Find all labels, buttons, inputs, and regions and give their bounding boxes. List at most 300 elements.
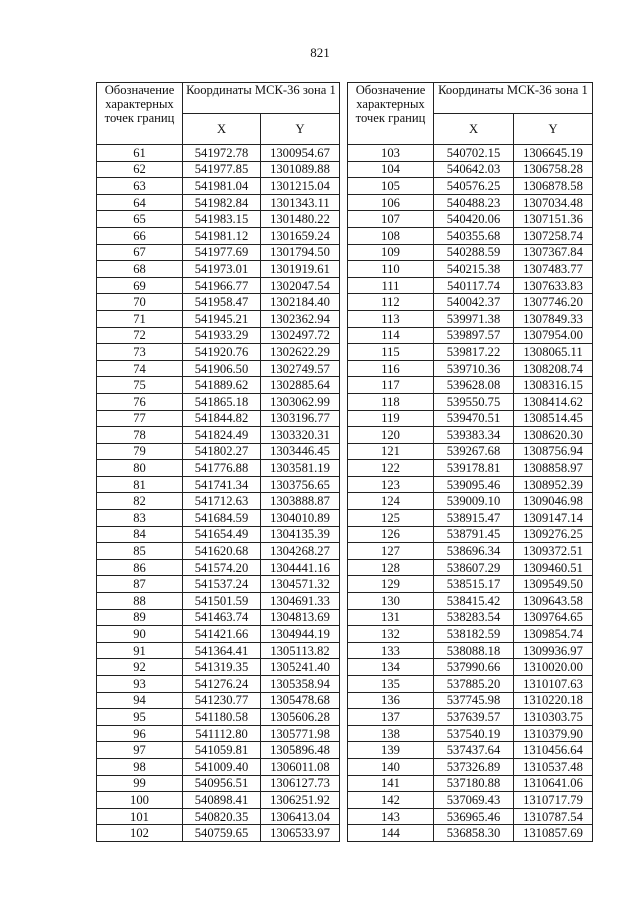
y-coord-right: 1307633.83 <box>514 277 593 294</box>
point-id-left: 64 <box>97 194 183 211</box>
column-gap <box>340 410 348 427</box>
x-coord-left: 541776.88 <box>183 460 261 477</box>
x-coord-right: 540488.23 <box>434 194 514 211</box>
y-coord-left: 1305478.68 <box>261 692 340 709</box>
x-coord-right: 540117.74 <box>434 277 514 294</box>
table-row <box>97 692 593 709</box>
y-coord-right: 1308858.97 <box>514 460 593 477</box>
y-coord-right: 1310379.90 <box>514 725 593 742</box>
table-row <box>97 543 593 560</box>
table-row <box>97 310 593 327</box>
y-coord-left: 1305896.48 <box>261 742 340 759</box>
y-coord-left: 1304691.33 <box>261 593 340 610</box>
y-coord-right: 1310537.48 <box>514 758 593 775</box>
column-gap <box>340 294 348 311</box>
point-id-right: 128 <box>348 559 434 576</box>
x-coord-left: 541983.15 <box>183 211 261 228</box>
point-id-left: 101 <box>97 808 183 825</box>
x-coord-left: 541889.62 <box>183 377 261 394</box>
header-y-left: Y <box>261 114 340 145</box>
x-coord-left: 541966.77 <box>183 277 261 294</box>
y-coord-right: 1307849.33 <box>514 310 593 327</box>
x-coord-right: 539897.57 <box>434 327 514 344</box>
y-coord-left: 1306251.92 <box>261 792 340 809</box>
y-coord-right: 1308620.30 <box>514 427 593 444</box>
x-coord-right: 538915.47 <box>434 510 514 527</box>
x-coord-right: 538088.18 <box>434 642 514 659</box>
table-row <box>97 825 593 842</box>
point-id-left: 84 <box>97 526 183 543</box>
point-id-left: 82 <box>97 493 183 510</box>
point-id-right: 139 <box>348 742 434 759</box>
y-coord-right: 1306645.19 <box>514 145 593 162</box>
column-gap <box>340 310 348 327</box>
y-coord-left: 1302749.57 <box>261 360 340 377</box>
x-coord-right: 539009.10 <box>434 493 514 510</box>
column-gap <box>340 178 348 195</box>
x-coord-right: 540042.37 <box>434 294 514 311</box>
x-coord-right: 540215.38 <box>434 261 514 278</box>
x-coord-right: 539550.75 <box>434 393 514 410</box>
table-row <box>97 709 593 726</box>
x-coord-left: 540956.51 <box>183 775 261 792</box>
x-coord-right: 537745.98 <box>434 692 514 709</box>
y-coord-right: 1310857.69 <box>514 825 593 842</box>
column-gap <box>340 194 348 211</box>
y-coord-left: 1304010.89 <box>261 510 340 527</box>
y-coord-left: 1306413.04 <box>261 808 340 825</box>
header-y-right: Y <box>514 114 593 145</box>
x-coord-right: 539628.08 <box>434 377 514 394</box>
y-coord-left: 1302885.64 <box>261 377 340 394</box>
y-coord-left: 1305771.98 <box>261 725 340 742</box>
point-id-left: 83 <box>97 510 183 527</box>
point-id-right: 108 <box>348 227 434 244</box>
x-coord-left: 541945.21 <box>183 310 261 327</box>
column-gap <box>340 460 348 477</box>
header-x-left: X <box>183 114 261 145</box>
x-coord-right: 537437.64 <box>434 742 514 759</box>
column-gap <box>340 261 348 278</box>
header-x-right: X <box>434 114 514 145</box>
point-id-right: 136 <box>348 692 434 709</box>
column-gap <box>340 725 348 742</box>
point-id-right: 135 <box>348 676 434 693</box>
x-coord-left: 541180.58 <box>183 709 261 726</box>
table-row <box>97 808 593 825</box>
x-coord-right: 537180.88 <box>434 775 514 792</box>
column-gap <box>340 559 348 576</box>
x-coord-right: 537069.43 <box>434 792 514 809</box>
table-row <box>97 178 593 195</box>
table-row <box>97 460 593 477</box>
point-id-right: 116 <box>348 360 434 377</box>
x-coord-left: 541741.34 <box>183 476 261 493</box>
y-coord-right: 1309936.97 <box>514 642 593 659</box>
point-id-left: 73 <box>97 344 183 361</box>
x-coord-left: 541463.74 <box>183 609 261 626</box>
table-row <box>97 244 593 261</box>
y-coord-left: 1302497.72 <box>261 327 340 344</box>
y-coord-right: 1310787.54 <box>514 808 593 825</box>
y-coord-left: 1302622.29 <box>261 344 340 361</box>
x-coord-right: 538607.29 <box>434 559 514 576</box>
table-row <box>97 476 593 493</box>
x-coord-left: 541620.68 <box>183 543 261 560</box>
x-coord-right: 540642.03 <box>434 161 514 178</box>
x-coord-left: 541112.80 <box>183 725 261 742</box>
point-id-left: 89 <box>97 609 183 626</box>
y-coord-left: 1305358.94 <box>261 676 340 693</box>
point-id-right: 118 <box>348 393 434 410</box>
point-id-right: 112 <box>348 294 434 311</box>
x-coord-right: 539817.22 <box>434 344 514 361</box>
column-gap <box>340 676 348 693</box>
point-id-left: 78 <box>97 427 183 444</box>
x-coord-left: 540820.35 <box>183 808 261 825</box>
column-gap <box>340 244 348 261</box>
table-row <box>97 593 593 610</box>
column-gap <box>340 493 348 510</box>
y-coord-right: 1310641.06 <box>514 775 593 792</box>
y-coord-right: 1308414.62 <box>514 393 593 410</box>
x-coord-right: 537990.66 <box>434 659 514 676</box>
table-row <box>97 261 593 278</box>
point-id-left: 95 <box>97 709 183 726</box>
column-gap <box>340 709 348 726</box>
x-coord-left: 541972.78 <box>183 145 261 162</box>
y-coord-left: 1304571.32 <box>261 576 340 593</box>
point-id-right: 125 <box>348 510 434 527</box>
x-coord-right: 540355.68 <box>434 227 514 244</box>
y-coord-left: 1304813.69 <box>261 609 340 626</box>
point-id-right: 107 <box>348 211 434 228</box>
column-gap <box>340 742 348 759</box>
y-coord-left: 1302362.94 <box>261 310 340 327</box>
point-id-right: 124 <box>348 493 434 510</box>
point-id-left: 71 <box>97 310 183 327</box>
x-coord-left: 541982.84 <box>183 194 261 211</box>
table-row <box>97 626 593 643</box>
header-point-label-right: Обозначение характерных точек границ <box>348 83 434 145</box>
x-coord-right: 539267.68 <box>434 443 514 460</box>
table-row <box>97 294 593 311</box>
point-id-right: 105 <box>348 178 434 195</box>
point-id-left: 93 <box>97 676 183 693</box>
point-id-right: 129 <box>348 576 434 593</box>
point-id-left: 80 <box>97 460 183 477</box>
x-coord-left: 541501.59 <box>183 593 261 610</box>
point-id-right: 120 <box>348 427 434 444</box>
x-coord-right: 537540.19 <box>434 725 514 742</box>
x-coord-right: 538791.45 <box>434 526 514 543</box>
x-coord-left: 541977.85 <box>183 161 261 178</box>
y-coord-left: 1301343.11 <box>261 194 340 211</box>
point-id-right: 103 <box>348 145 434 162</box>
y-coord-right: 1307034.48 <box>514 194 593 211</box>
x-coord-right: 538415.42 <box>434 593 514 610</box>
column-gap <box>340 609 348 626</box>
x-coord-left: 540898.41 <box>183 792 261 809</box>
point-id-left: 70 <box>97 294 183 311</box>
x-coord-left: 541973.01 <box>183 261 261 278</box>
y-coord-right: 1310107.63 <box>514 676 593 693</box>
table-row <box>97 526 593 543</box>
y-coord-left: 1300954.67 <box>261 145 340 162</box>
table-row <box>97 676 593 693</box>
x-coord-left: 541958.47 <box>183 294 261 311</box>
x-coord-right: 537885.20 <box>434 676 514 693</box>
point-id-left: 86 <box>97 559 183 576</box>
x-coord-left: 541421.66 <box>183 626 261 643</box>
y-coord-left: 1306011.08 <box>261 758 340 775</box>
x-coord-right: 539095.46 <box>434 476 514 493</box>
point-id-right: 140 <box>348 758 434 775</box>
table-row <box>97 277 593 294</box>
column-gap <box>340 792 348 809</box>
point-id-left: 100 <box>97 792 183 809</box>
column-gap <box>340 227 348 244</box>
x-coord-left: 541684.59 <box>183 510 261 527</box>
y-coord-left: 1303888.87 <box>261 493 340 510</box>
y-coord-left: 1305606.28 <box>261 709 340 726</box>
column-gap <box>340 825 348 842</box>
x-coord-left: 541933.29 <box>183 327 261 344</box>
y-coord-left: 1305241.40 <box>261 659 340 676</box>
y-coord-right: 1310456.64 <box>514 742 593 759</box>
point-id-right: 141 <box>348 775 434 792</box>
x-coord-right: 536858.30 <box>434 825 514 842</box>
column-gap <box>340 692 348 709</box>
column-gap <box>340 427 348 444</box>
y-coord-left: 1301659.24 <box>261 227 340 244</box>
point-id-left: 74 <box>97 360 183 377</box>
page-number: 821 <box>310 45 330 60</box>
table-row <box>97 344 593 361</box>
x-coord-left: 541009.40 <box>183 758 261 775</box>
point-id-right: 104 <box>348 161 434 178</box>
point-id-left: 76 <box>97 393 183 410</box>
x-coord-left: 541981.12 <box>183 227 261 244</box>
table-row <box>97 792 593 809</box>
y-coord-right: 1308514.45 <box>514 410 593 427</box>
x-coord-left: 540759.65 <box>183 825 261 842</box>
table-row <box>97 559 593 576</box>
column-gap <box>340 775 348 792</box>
table-row <box>97 161 593 178</box>
point-id-left: 68 <box>97 261 183 278</box>
x-coord-right: 540702.15 <box>434 145 514 162</box>
point-id-left: 90 <box>97 626 183 643</box>
y-coord-left: 1301794.50 <box>261 244 340 261</box>
table-row <box>97 194 593 211</box>
x-coord-right: 536965.46 <box>434 808 514 825</box>
y-coord-right: 1309372.51 <box>514 543 593 560</box>
y-coord-left: 1306533.97 <box>261 825 340 842</box>
x-coord-left: 541981.04 <box>183 178 261 195</box>
column-gap <box>340 377 348 394</box>
column-gap <box>340 543 348 560</box>
column-gap <box>340 161 348 178</box>
y-coord-left: 1304944.19 <box>261 626 340 643</box>
column-gap <box>340 443 348 460</box>
header-coord-group-left: Координаты МСК-36 зона 1 <box>183 83 340 114</box>
point-id-right: 143 <box>348 808 434 825</box>
point-id-right: 127 <box>348 543 434 560</box>
point-id-right: 144 <box>348 825 434 842</box>
x-coord-left: 541059.81 <box>183 742 261 759</box>
x-coord-left: 541364.41 <box>183 642 261 659</box>
y-coord-right: 1307954.00 <box>514 327 593 344</box>
point-id-left: 92 <box>97 659 183 676</box>
x-coord-right: 538696.34 <box>434 543 514 560</box>
point-id-left: 79 <box>97 443 183 460</box>
point-id-right: 113 <box>348 310 434 327</box>
point-id-right: 126 <box>348 526 434 543</box>
y-coord-right: 1309276.25 <box>514 526 593 543</box>
y-coord-right: 1310717.79 <box>514 792 593 809</box>
x-coord-right: 540576.25 <box>434 178 514 195</box>
table-row <box>97 377 593 394</box>
table-row <box>97 145 593 162</box>
point-id-right: 134 <box>348 659 434 676</box>
point-id-left: 85 <box>97 543 183 560</box>
x-coord-right: 539178.81 <box>434 460 514 477</box>
point-id-right: 119 <box>348 410 434 427</box>
point-id-right: 137 <box>348 709 434 726</box>
point-id-left: 88 <box>97 593 183 610</box>
x-coord-right: 537639.57 <box>434 709 514 726</box>
column-gap <box>340 659 348 676</box>
point-id-left: 65 <box>97 211 183 228</box>
x-coord-left: 541319.35 <box>183 659 261 676</box>
point-id-left: 91 <box>97 642 183 659</box>
column-gap <box>340 576 348 593</box>
point-id-left: 75 <box>97 377 183 394</box>
x-coord-left: 541844.82 <box>183 410 261 427</box>
column-gap <box>340 642 348 659</box>
point-id-right: 115 <box>348 344 434 361</box>
point-id-left: 99 <box>97 775 183 792</box>
point-id-right: 142 <box>348 792 434 809</box>
x-coord-left: 541230.77 <box>183 692 261 709</box>
table-row <box>97 775 593 792</box>
column-gap <box>340 83 348 145</box>
table-row <box>97 410 593 427</box>
point-id-left: 97 <box>97 742 183 759</box>
point-id-left: 96 <box>97 725 183 742</box>
x-coord-right: 538283.54 <box>434 609 514 626</box>
y-coord-right: 1309854.74 <box>514 626 593 643</box>
x-coord-left: 541537.24 <box>183 576 261 593</box>
y-coord-right: 1306878.58 <box>514 178 593 195</box>
point-id-left: 61 <box>97 145 183 162</box>
point-id-right: 122 <box>348 460 434 477</box>
column-gap <box>340 808 348 825</box>
column-gap <box>340 360 348 377</box>
y-coord-right: 1307151.36 <box>514 211 593 228</box>
y-coord-left: 1304268.27 <box>261 543 340 560</box>
column-gap <box>340 593 348 610</box>
column-gap <box>340 526 348 543</box>
table-row <box>97 576 593 593</box>
column-gap <box>340 211 348 228</box>
point-id-right: 138 <box>348 725 434 742</box>
column-gap <box>340 626 348 643</box>
point-id-left: 69 <box>97 277 183 294</box>
y-coord-right: 1307258.74 <box>514 227 593 244</box>
header-point-label-left: Обозначение характерных точек границ <box>97 83 183 145</box>
point-id-left: 77 <box>97 410 183 427</box>
y-coord-right: 1309549.50 <box>514 576 593 593</box>
x-coord-right: 540288.59 <box>434 244 514 261</box>
y-coord-right: 1310220.18 <box>514 692 593 709</box>
table-row <box>97 393 593 410</box>
y-coord-left: 1304441.16 <box>261 559 340 576</box>
y-coord-left: 1303196.77 <box>261 410 340 427</box>
x-coord-right: 540420.06 <box>434 211 514 228</box>
table-row <box>97 493 593 510</box>
y-coord-left: 1303446.45 <box>261 443 340 460</box>
column-gap <box>340 393 348 410</box>
y-coord-left: 1303581.19 <box>261 460 340 477</box>
x-coord-left: 541824.49 <box>183 427 261 444</box>
point-id-left: 98 <box>97 758 183 775</box>
point-id-right: 133 <box>348 642 434 659</box>
y-coord-left: 1303756.65 <box>261 476 340 493</box>
y-coord-right: 1308208.74 <box>514 360 593 377</box>
point-id-right: 123 <box>348 476 434 493</box>
y-coord-right: 1309764.65 <box>514 609 593 626</box>
y-coord-right: 1308316.15 <box>514 377 593 394</box>
x-coord-left: 541920.76 <box>183 344 261 361</box>
point-id-right: 109 <box>348 244 434 261</box>
column-gap <box>340 476 348 493</box>
x-coord-right: 537326.89 <box>434 758 514 775</box>
column-gap <box>340 277 348 294</box>
y-coord-right: 1310020.00 <box>514 659 593 676</box>
x-coord-right: 539470.51 <box>434 410 514 427</box>
y-coord-left: 1302047.54 <box>261 277 340 294</box>
point-id-left: 63 <box>97 178 183 195</box>
x-coord-right: 538515.17 <box>434 576 514 593</box>
table-row <box>97 360 593 377</box>
point-id-right: 130 <box>348 593 434 610</box>
y-coord-right: 1308756.94 <box>514 443 593 460</box>
y-coord-left: 1305113.82 <box>261 642 340 659</box>
table-row <box>97 510 593 527</box>
point-id-right: 106 <box>348 194 434 211</box>
y-coord-right: 1308952.39 <box>514 476 593 493</box>
table-row <box>97 327 593 344</box>
point-id-right: 110 <box>348 261 434 278</box>
y-coord-right: 1309147.14 <box>514 510 593 527</box>
table-body <box>97 145 593 842</box>
point-id-left: 62 <box>97 161 183 178</box>
y-coord-left: 1301919.61 <box>261 261 340 278</box>
y-coord-left: 1303062.99 <box>261 393 340 410</box>
x-coord-left: 541712.63 <box>183 493 261 510</box>
x-coord-left: 541977.69 <box>183 244 261 261</box>
table-row <box>97 758 593 775</box>
table-row <box>97 443 593 460</box>
y-coord-left: 1301089.88 <box>261 161 340 178</box>
y-coord-right: 1307746.20 <box>514 294 593 311</box>
x-coord-left: 541802.27 <box>183 443 261 460</box>
point-id-left: 102 <box>97 825 183 842</box>
y-coord-right: 1309046.98 <box>514 493 593 510</box>
y-coord-left: 1306127.73 <box>261 775 340 792</box>
